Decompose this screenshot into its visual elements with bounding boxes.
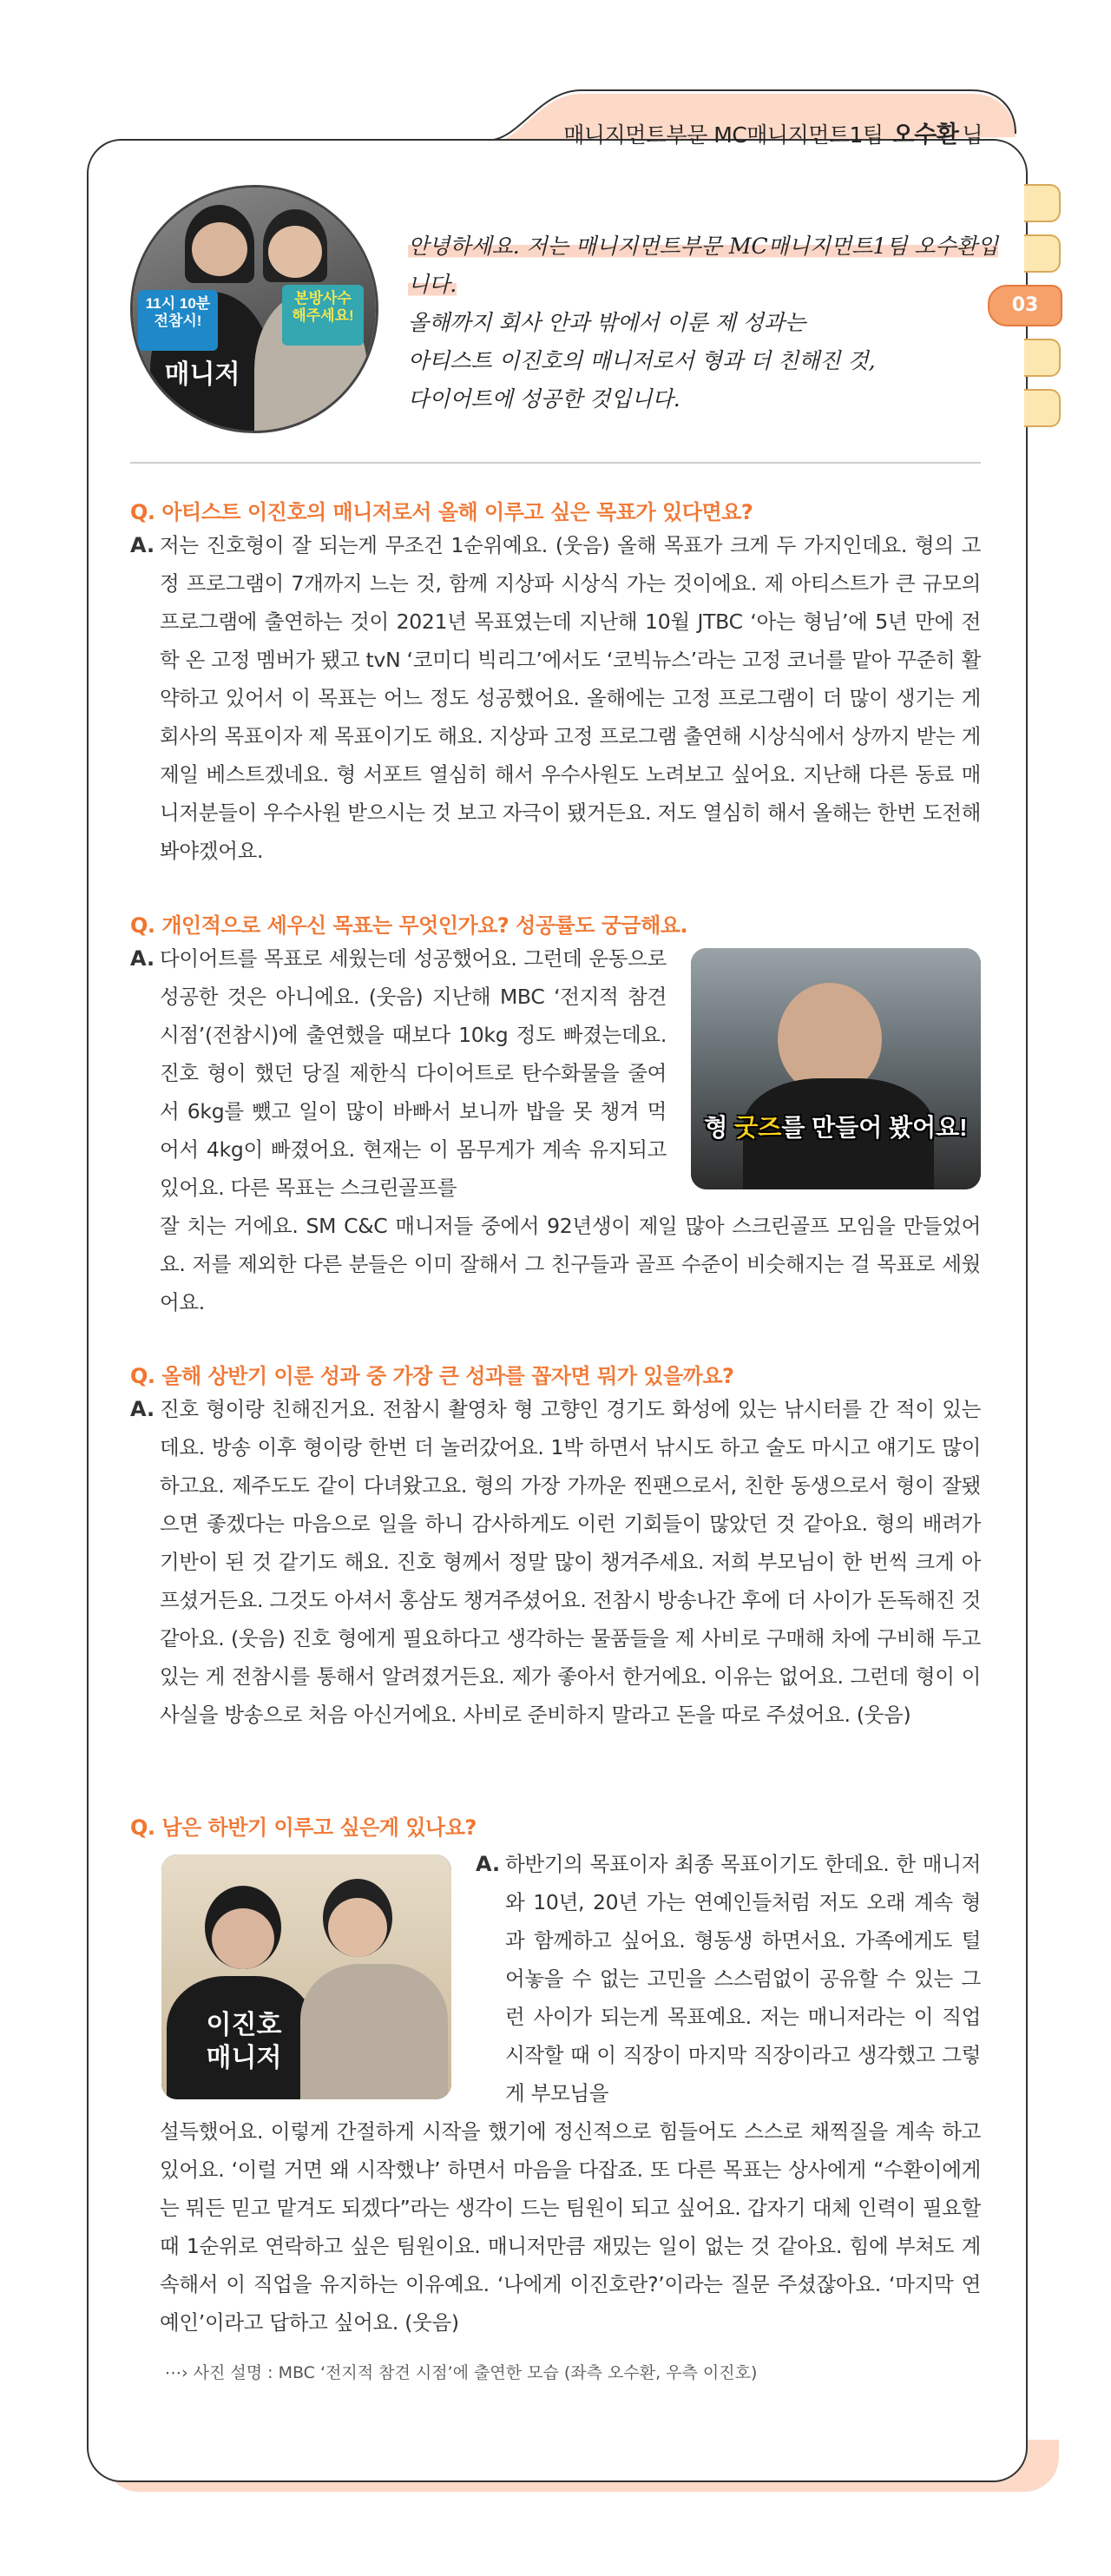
answer-1-label: A. (130, 533, 155, 557)
goods-caption (691, 1109, 981, 1143)
sign-right: 본방사수 해주세요! (282, 285, 364, 346)
shirt-text: 매니저 (164, 360, 240, 389)
answer-2-full: 잘 치는 거에요. SM C&C 매니저들 중에서 92년생이 제일 많아 스크린골프 모임을 만들었어요. 저를 제외한 다른 분들은 이미 잘해서 그 친구들과 골프 수준이 비슷해지는 걸 목표로 세웠어요. (160, 1214, 981, 1314)
goods-caption-part-2: 를 만들어 봤어요! (781, 1114, 968, 1141)
header-department: 매니지먼트부문 MC매니지먼트1팀 (563, 122, 884, 148)
intro-line-1: 안녕하세요. 저는 매니지먼트부문 MC매니지먼트1팀 오수환입니다. (408, 234, 998, 297)
intro-text (408, 227, 1016, 418)
side-tab-5[interactable] (1024, 389, 1061, 427)
goods-caption-part-1: 형 (704, 1114, 735, 1141)
duo-photo (161, 1855, 451, 2099)
photo-caption: ⋯› 사진 설명 : MBC ‘전지적 참견 시점’에 출연한 모습 (좌측 오수환, 우측 이진호) (165, 2363, 758, 2382)
intro-line-3: 아티스트 이진호의 매니저로서 형과 더 친해진 것, (408, 348, 876, 373)
question-3: Q. 올해 상반기 이룬 성과 중 가장 큰 성과를 꼽자면 뭐가 있을까요? (130, 1364, 734, 1388)
person-face-right (328, 1898, 387, 1957)
answer-2-wrapped: 다이어트를 목표로 세웠는데 성공했어요. 그런데 운동으로 성공한 것은 아니에요. (웃음) 지난해 MBC ‘전지적 참견 시점’(전참시)에 출연했을 때보다 10kg 정도 빠졌는데요. 진호 형이 했던 당질 제한식 다이어트로 탄수화물을 줄여서 6kg를 뺐고 일이 많이 바빠서 보니까 밥을 못 챙겨 먹어서 4kg이 빠졌어요. 현재는 이 몸무게가 계속 유지되고 있어요. 다른 목표는 스크린골프를 (160, 946, 667, 1200)
header-suffix: 님 (962, 122, 983, 148)
question-4: Q. 남은 하반기 이루고 싶은게 있나요? (130, 1815, 477, 1840)
header-byline (563, 115, 983, 149)
person-face-left (212, 1908, 274, 1969)
person-face-left (192, 222, 247, 276)
goods-caption-highlight: 굿즈 (734, 1114, 782, 1141)
profile-photo (130, 185, 378, 433)
answer-2-label: A. (130, 946, 155, 971)
answer-4-label: A. (476, 1852, 501, 1876)
answer-3-label: A. (130, 1397, 155, 1421)
answer-3: 진호 형이랑 친해진거요. 전참시 촬영차 형 고향인 경기도 화성에 있는 낚시터를 간 적이 있는데요. 방송 이후 형이랑 한번 더 놀러갔어요. 1박 하면서 낚시도 하고 술도 마시고 얘기도 많이 하고요. 제주도도 같이 다녀왔고요. 형의 가장 가까운 찐팬으로서, 친한 동생으로서 형이 잘됐으면 좋겠다는 마음으로 일을 하니 감사하게도 이런 기회들이 많았던 것 같아요. 형의 배려가 기반이 된 것 같기도 해요. 진호 형께서 정말 많이 챙겨주세요. 저희 부모님이 한 번씩 크게 아프셨거든요. 그것도 아셔서 홍삼도 챙겨주셨어요. 전참시 방송나간 후에 더 사이가 돈독해진 것 같아요. (웃음) 진호 형에게 필요하다고 생각하는 물품들을 제 사비로 구매해 차에 구비해 두고 있는 게 전참시를 통해서 알려졌거든요. 제가 좋아서 한거에요. 이유는 없어요. 그런데 형이 이 사실을 방송으로 처음 아신거에요. 사비로 준비하지 말라고 돈을 따로 주셨어요. (웃음) (160, 1397, 981, 1727)
person-face-right (268, 226, 322, 278)
header-name: 오수환 (891, 122, 959, 148)
answer-4-wrapped: 하반기의 목표이자 최종 목표이기도 한데요. 한 매니저와 10년, 20년 가는 연예인들처럼 저도 오래 계속 형과 함께하고 싶어요. 형동생 하면서요. 가족에게도 털어놓을 수 없는 고민을 스스럼없이 공유할 수 있는 그런 사이가 되는게 목표예요. 저는 매니저라는 이 직업 시작할 때 이 직장이 마지막 직장이라고 생각했고 그렇게 부모님을 (505, 1852, 981, 2105)
side-tab-active[interactable]: 03 (988, 285, 1062, 326)
intro-line-4: 다이어트에 성공한 것입니다. (408, 386, 680, 412)
side-tab-4[interactable] (1024, 339, 1061, 377)
question-1: Q. 아티스트 이진호의 매니저로서 올해 이루고 싶은 목표가 있다면요? (130, 500, 753, 524)
shirt-text: 이진호 매니저 (206, 2011, 282, 2072)
side-tab-2[interactable] (1024, 234, 1061, 273)
answer-1: 저는 진호형이 잘 되는게 무조건 1순위예요. (웃음) 올해 목표가 크게 두 가지인데요. 형의 고정 프로그램이 7개까지 느는 것, 함께 지상파 시상식 가는 것이에요. 제 아티스트가 큰 규모의 프로그램에 출연하는 것이 2021년 목표였는데 지난해 10월 JTBC ‘아는 형님’에 5년 만에 전학 온 고정 멤버가 됐고 tvN ‘코미디 빅리그’에서도 ‘코빅뉴스’라는 고정 코너를 맡아 꾸준히 활약하고 있어서 이 목표는 어느 정도 성공했어요. 올해에는 고정 프로그램이 더 많이 생기는 게 회사의 목표이자 제 목표이기도 해요. 지상파 고정 프로그램 출연해 시상식에서 상까지 받는 게 제일 베스트겠네요. 형 서포트 열심히 해서 우수사원도 노려보고 싶어요. 지난해 다른 동료 매니저분들이 우수사원 받으시는 것 보고 자극이 됐거든요. 저도 열심히 해서 올해는 한번 도전해봐야겠어요. (160, 533, 981, 863)
goods-video-photo (691, 948, 981, 1189)
divider (130, 462, 981, 464)
sign-left: 11시 10분 전참시! (138, 290, 218, 351)
intro-line-2: 올해까지 회사 안과 밖에서 이룬 제 성과는 (408, 310, 806, 335)
answer-4-full: 설득했어요. 이렇게 간절하게 시작을 했기에 정신적으로 힘들어도 스스로 채찍질을 계속 하고 있어요. ‘이럴 거면 왜 시작했냐’ 하면서 마음을 다잡죠. 또 다른 목표는 상사에게 “수환이에게는 뭐든 믿고 맡겨도 되겠다”라는 생각이 드는 팀원이 되고 싶어요. 갑자기 대체 인력이 필요할 때 1순위로 연락하고 싶은 팀원이요. 매니저만큼 재밌는 일이 없는 것 같아요. 힘에 부쳐도 계속해서 이 직업을 유지하는 이유예요. ‘나에게 이진호란?’이라는 질문 주셨잖아요. ‘마지막 연예인’이라고 답하고 싶어요. (웃음) (160, 2119, 981, 2335)
person-body-right (300, 1964, 448, 2099)
side-tab-1[interactable] (1024, 184, 1061, 222)
question-2: Q. 개인적으로 세우신 목표는 무엇인가요? 성공률도 궁금해요. (130, 913, 688, 938)
